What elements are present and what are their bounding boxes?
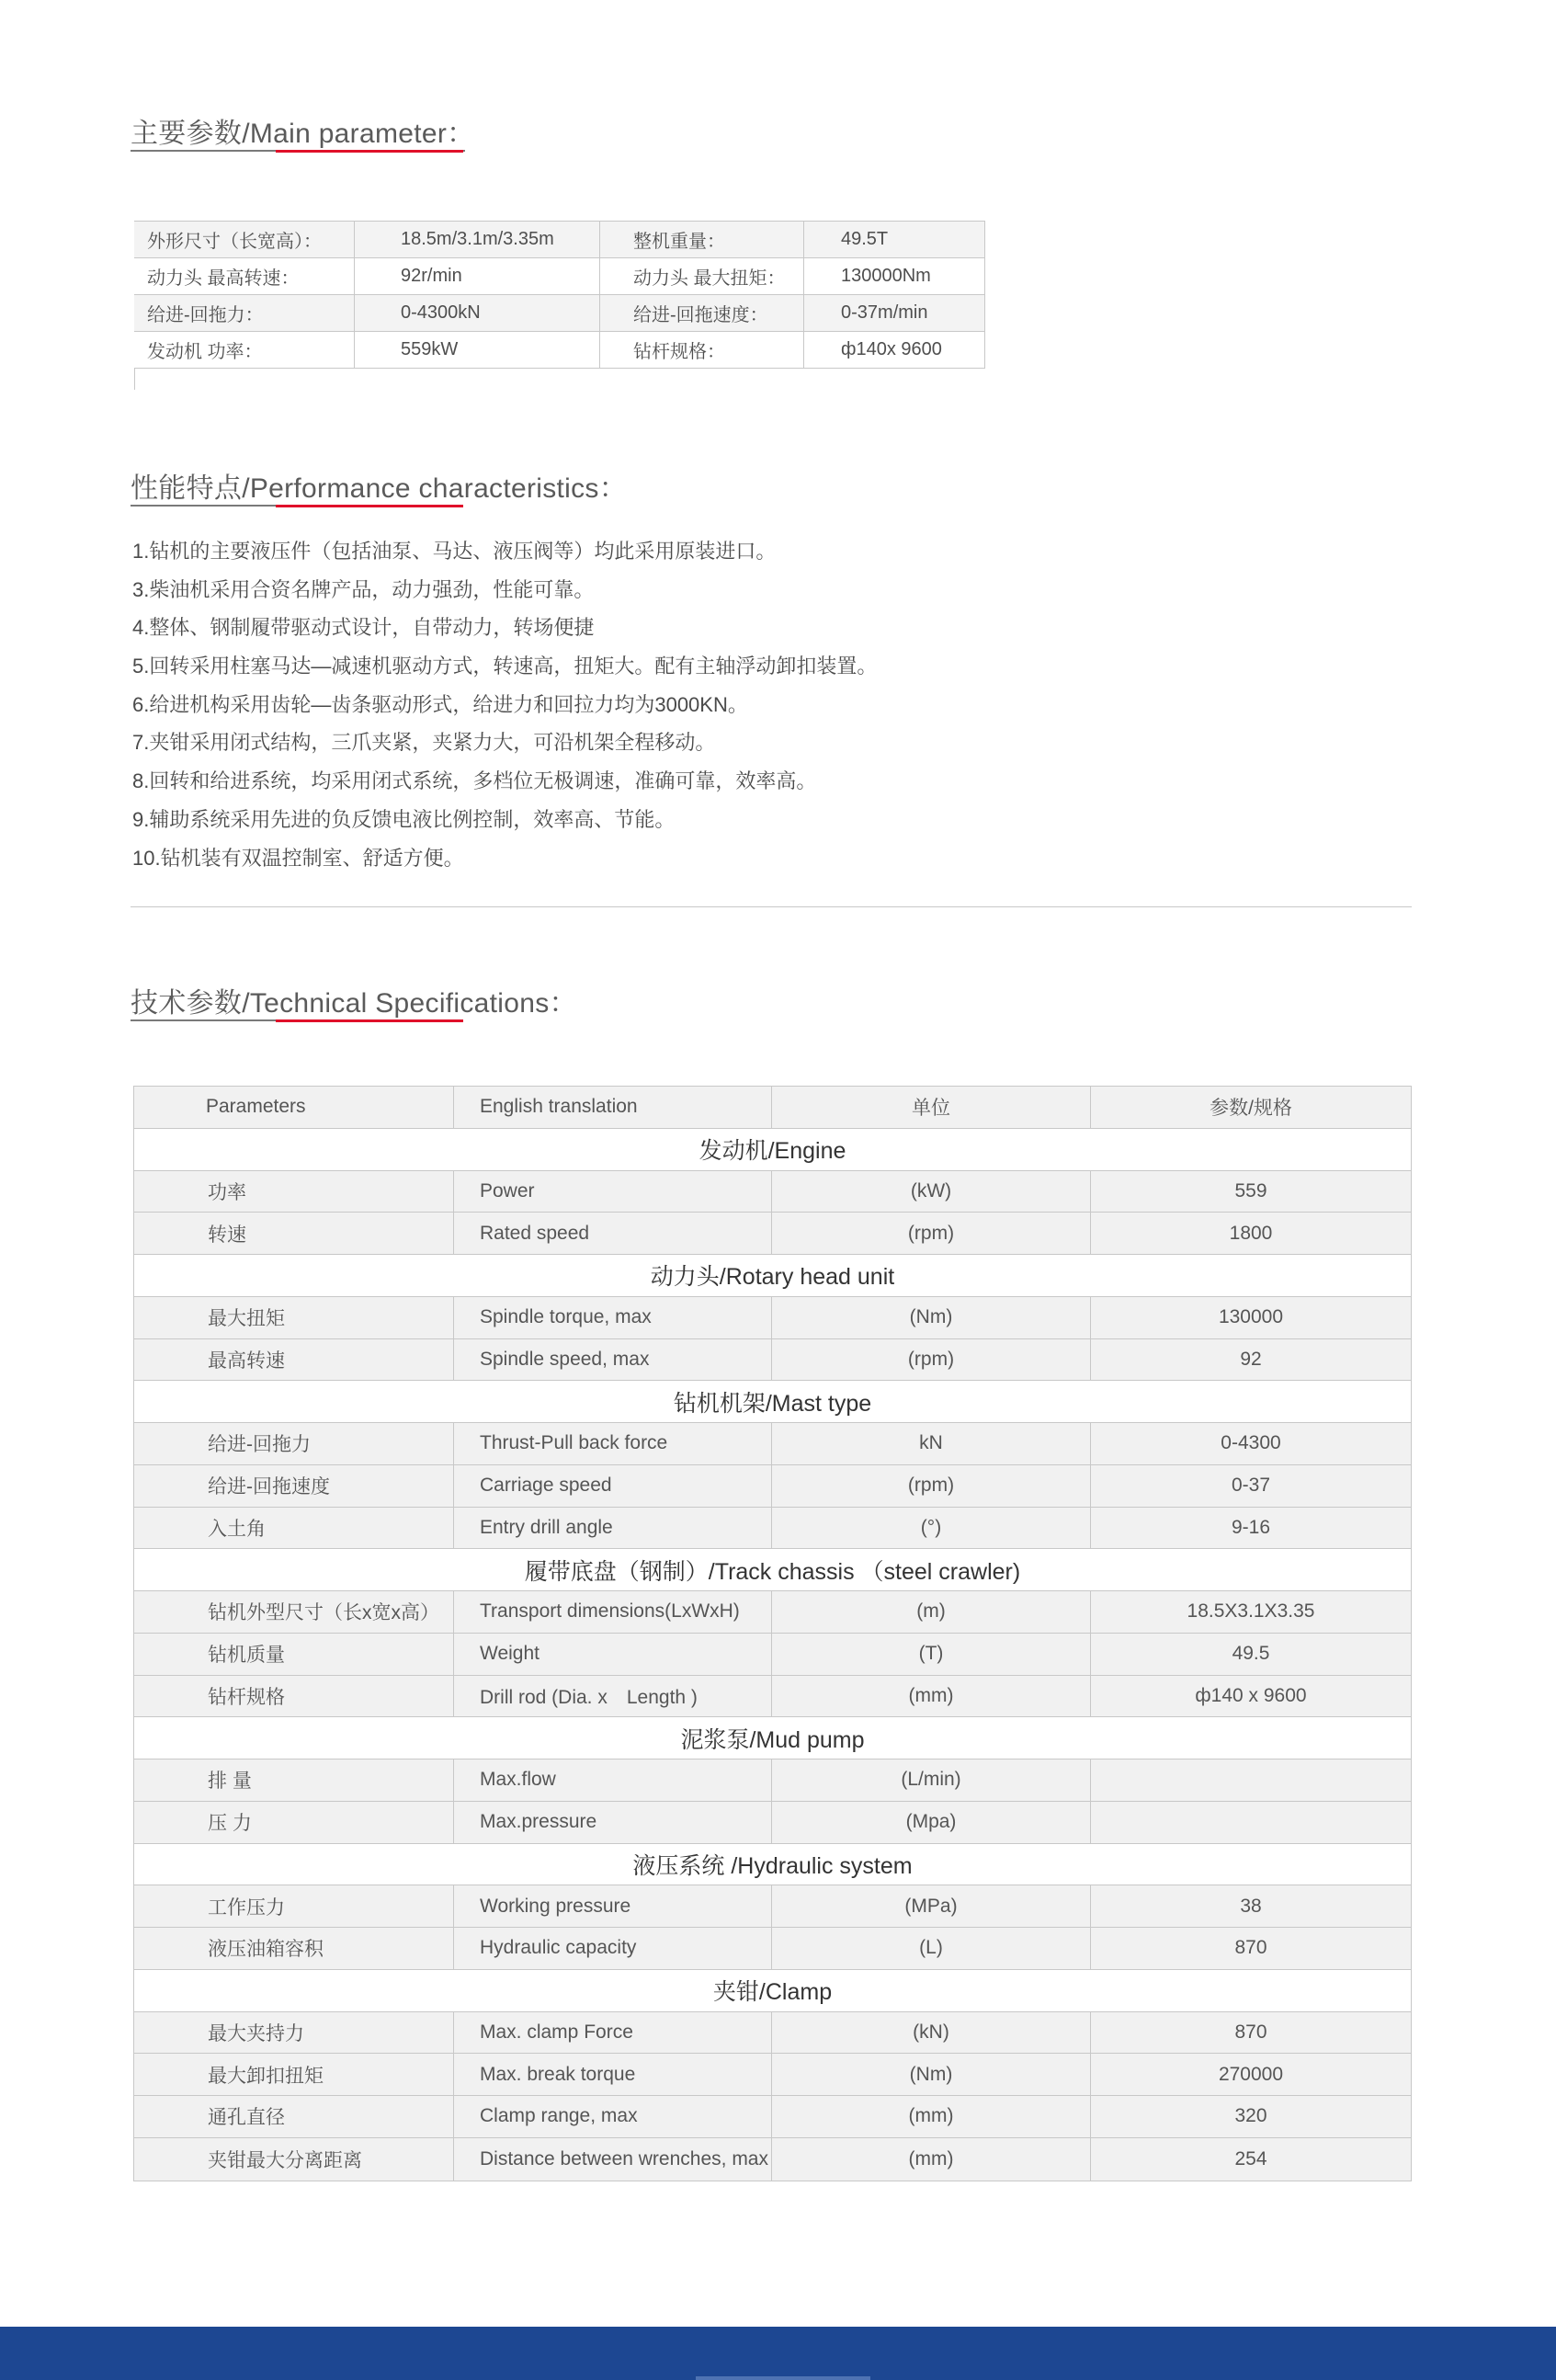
group-label: 泥浆泵/Mud pump bbox=[680, 1726, 865, 1753]
performance-item: 5.回转采用柱塞马达—减速机驱动方式，转速高，扭矩大。配有主轴浮动卸扣装置。 bbox=[132, 655, 878, 678]
parameter-label: 动力头 最高转速： bbox=[134, 258, 355, 294]
column-header: 参数/规格 bbox=[1210, 1098, 1292, 1120]
english-translation: Max. break torque bbox=[454, 2054, 772, 2095]
parameter-value: 0-37m/min bbox=[804, 295, 985, 331]
parameter-name: 通孔直径 bbox=[134, 2096, 454, 2137]
table-row bbox=[134, 1213, 1411, 1255]
parameter-value: 130000Nm bbox=[804, 258, 985, 294]
unit: (MPa) bbox=[772, 1885, 1091, 1927]
parameter-row bbox=[134, 258, 985, 295]
parameter-label: 整机重量： bbox=[600, 222, 804, 257]
unit: (mm) bbox=[772, 2138, 1091, 2181]
spec-value: 559 bbox=[1234, 1179, 1267, 1201]
parameter-value: 559kW bbox=[355, 332, 600, 368]
unit: (rpm) bbox=[772, 1339, 1091, 1381]
table-row bbox=[134, 1423, 1411, 1465]
column-header: 单位 bbox=[772, 1087, 1091, 1128]
parameter-name: 工作压力 bbox=[134, 1885, 454, 1927]
unit: kN bbox=[772, 1423, 1091, 1464]
table-header-row bbox=[134, 1087, 1411, 1129]
spec-value: 270000 bbox=[1218, 2063, 1284, 2085]
unit: (Mpa) bbox=[772, 1802, 1091, 1843]
group-label: 动力头/Rotary head unit bbox=[650, 1264, 895, 1291]
group-header-row bbox=[134, 1717, 1411, 1759]
footer-bar bbox=[0, 2327, 1556, 2380]
parameter-name: 夹钳最大分离距离 bbox=[134, 2138, 454, 2181]
parameter-name: 给进-回拖速度 bbox=[134, 1465, 454, 1507]
group-header-row bbox=[134, 1549, 1411, 1591]
table-row bbox=[134, 1297, 1411, 1339]
unit: (mm) bbox=[772, 1676, 1091, 1717]
table-row bbox=[134, 1339, 1411, 1382]
english-translation: Thrust-Pull back force bbox=[454, 1423, 772, 1464]
parameter-name: 功率 bbox=[134, 1171, 454, 1213]
unit: (L) bbox=[772, 1928, 1091, 1969]
english-translation: Distance between wrenches, max bbox=[454, 2138, 772, 2181]
technical-title: 技术参数/Technical Specifications： bbox=[131, 988, 577, 1019]
title-accent-bar bbox=[276, 505, 463, 507]
english-translation: Spindle torque, max bbox=[454, 1297, 772, 1338]
unit: (L/min) bbox=[772, 1759, 1091, 1801]
group-label: 履带底盘（钢制）/Track chassis （steel crawler) bbox=[524, 1558, 1021, 1585]
table-row bbox=[134, 1676, 1411, 1718]
spec-value: 254 bbox=[1234, 2147, 1267, 2169]
table-row bbox=[134, 2096, 1411, 2138]
spec-value: 49.5 bbox=[1232, 1643, 1270, 1665]
table-edge-line bbox=[134, 368, 135, 390]
english-translation: Clamp range, max bbox=[454, 2096, 772, 2137]
parameter-value: 49.5T bbox=[804, 222, 985, 257]
unit: (rpm) bbox=[772, 1213, 1091, 1254]
group-label: 夹钳/Clamp bbox=[712, 1979, 833, 2006]
spec-value: 9-16 bbox=[1231, 1516, 1271, 1538]
title-accent-bar bbox=[276, 150, 463, 153]
english-translation: Hydraulic capacity bbox=[454, 1928, 772, 1969]
table-row bbox=[134, 1591, 1411, 1634]
english-translation: Transport dimensions(LxWxH) bbox=[454, 1591, 772, 1633]
unit: (T) bbox=[772, 1634, 1091, 1675]
group-header-row bbox=[134, 1255, 1411, 1297]
english-translation: Working pressure bbox=[454, 1885, 772, 1927]
parameter-name: 转速 bbox=[134, 1213, 454, 1254]
technical-spec-table bbox=[133, 1086, 1412, 2181]
parameter-row bbox=[134, 295, 985, 332]
group-label: 发动机/Engine bbox=[698, 1138, 846, 1165]
parameter-name: 最大扭矩 bbox=[134, 1297, 454, 1338]
spec-value: 38 bbox=[1240, 1895, 1262, 1917]
parameter-value: 92r/min bbox=[355, 258, 600, 294]
parameter-label: 发动机 功率： bbox=[134, 332, 355, 368]
parameter-name: 最大夹持力 bbox=[134, 2012, 454, 2054]
english-translation: Max. clamp Force bbox=[454, 2012, 772, 2054]
spec-value: 0-4300 bbox=[1221, 1432, 1281, 1454]
spec-value bbox=[1091, 1802, 1411, 1843]
parameter-name: 钻机质量 bbox=[134, 1634, 454, 1675]
parameter-row bbox=[134, 332, 985, 369]
english-translation: Max.pressure bbox=[454, 1802, 772, 1843]
table-row bbox=[134, 1759, 1411, 1802]
table-row bbox=[134, 1634, 1411, 1676]
table-row bbox=[134, 2054, 1411, 2096]
spec-value: ф140 x 9600 bbox=[1195, 1684, 1307, 1706]
performance-item: 1.钻机的主要液压件（包括油泵、马达、液压阀等）均此采用原装进口。 bbox=[132, 540, 777, 563]
table-row bbox=[134, 1508, 1411, 1550]
spec-value: 1800 bbox=[1229, 1222, 1273, 1244]
spec-value: 870 bbox=[1234, 2021, 1267, 2043]
parameter-value: ф140x 9600 bbox=[804, 332, 985, 368]
parameter-name: 最大卸扣扭矩 bbox=[134, 2054, 454, 2095]
parameter-name: 钻机外型尺寸（长x宽x高） bbox=[134, 1591, 454, 1633]
parameter-name: 给进-回拖力 bbox=[134, 1423, 454, 1464]
english-translation: Weight bbox=[454, 1634, 772, 1675]
parameter-label: 给进-回拖速度： bbox=[600, 295, 804, 331]
footer-accent bbox=[696, 2376, 870, 2380]
spec-value: 18.5X3.1X3.35 bbox=[1187, 1600, 1315, 1623]
performance-item: 3.柴油机采用合资名牌产品，动力强劲，性能可靠。 bbox=[132, 577, 595, 601]
spec-value: 130000 bbox=[1218, 1306, 1284, 1328]
unit: (kW) bbox=[772, 1171, 1091, 1213]
performance-item: 9.辅助系统采用先进的负反馈电液比例控制，效率高、节能。 bbox=[132, 807, 676, 831]
unit: (Nm) bbox=[772, 1297, 1091, 1338]
spec-value: 320 bbox=[1234, 2105, 1267, 2127]
group-header-row bbox=[134, 1381, 1411, 1423]
spec-value: 92 bbox=[1240, 1348, 1262, 1370]
parameter-label: 给进-回拖力： bbox=[134, 295, 355, 331]
parameter-name: 排 量 bbox=[134, 1759, 454, 1801]
unit: (°) bbox=[772, 1508, 1091, 1549]
english-translation: Max.flow bbox=[454, 1759, 772, 1801]
performance-list bbox=[132, 537, 877, 882]
parameter-label: 钻杆规格： bbox=[600, 332, 804, 368]
table-row bbox=[134, 1171, 1411, 1213]
table-row bbox=[134, 1465, 1411, 1508]
title-accent-bar bbox=[276, 1019, 463, 1022]
performance-item: 6.给进机构采用齿轮—齿条驱动形式，给进力和回拉力均为3000KN。 bbox=[132, 692, 748, 716]
main-parameter-title: 主要参数/Main parameter： bbox=[131, 119, 475, 149]
group-header-row bbox=[134, 1129, 1411, 1171]
parameter-name: 入土角 bbox=[134, 1508, 454, 1549]
parameter-row bbox=[134, 221, 985, 258]
group-header-row bbox=[134, 1970, 1411, 2012]
spec-value bbox=[1091, 1759, 1411, 1801]
parameter-label: 外形尺寸（长宽高）： bbox=[134, 222, 355, 257]
group-label: 液压系统 /Hydraulic system bbox=[632, 1852, 913, 1879]
english-translation: Carriage speed bbox=[454, 1465, 772, 1507]
spec-value: 0-37 bbox=[1231, 1475, 1271, 1497]
table-row bbox=[134, 1928, 1411, 1970]
table-row bbox=[134, 2012, 1411, 2055]
unit: (rpm) bbox=[772, 1465, 1091, 1507]
performance-item: 10.钻机装有双温控制室、舒适方便。 bbox=[132, 846, 464, 870]
performance-item: 8.回转和给进系统，均采用闭式系统，多档位无极调速，准确可靠，效率高。 bbox=[132, 769, 817, 793]
parameter-name: 最高转速 bbox=[134, 1339, 454, 1381]
group-label: 钻机机架/Mast type bbox=[673, 1390, 872, 1417]
performance-title: 性能特点/Performance characteristics： bbox=[131, 473, 628, 504]
english-translation: Rated speed bbox=[454, 1213, 772, 1254]
group-header-row bbox=[134, 1844, 1411, 1886]
english-translation: Power bbox=[454, 1171, 772, 1213]
column-header: Parameters bbox=[134, 1087, 454, 1128]
column-header: English translation bbox=[454, 1087, 772, 1128]
spec-value: 870 bbox=[1234, 1937, 1267, 1959]
section-divider bbox=[131, 906, 1412, 907]
table-row bbox=[134, 1885, 1411, 1928]
table-row bbox=[134, 2138, 1411, 2181]
parameter-label: 动力头 最大扭矩： bbox=[600, 258, 804, 294]
main-parameter-table bbox=[134, 221, 985, 369]
parameter-name: 压 力 bbox=[134, 1802, 454, 1843]
english-translation: Drill rod (Dia. x Length ) bbox=[454, 1676, 772, 1717]
parameter-name: 钻杆规格 bbox=[134, 1676, 454, 1717]
parameter-value: 0-4300kN bbox=[355, 295, 600, 331]
table-row bbox=[134, 1802, 1411, 1844]
parameter-value: 18.5m/3.1m/3.35m bbox=[355, 222, 600, 257]
unit: (m) bbox=[772, 1591, 1091, 1633]
unit: (Nm) bbox=[772, 2054, 1091, 2095]
performance-item: 4.整体、钢制履带驱动式设计，自带动力，转场便捷 bbox=[132, 616, 595, 640]
english-translation: Entry drill angle bbox=[454, 1508, 772, 1549]
performance-item: 7.夹钳采用闭式结构，三爪夹紧，夹紧力大，可沿机架全程移动。 bbox=[132, 731, 716, 755]
english-translation: Spindle speed, max bbox=[454, 1339, 772, 1381]
unit: (mm) bbox=[772, 2096, 1091, 2137]
parameter-name: 液压油箱容积 bbox=[134, 1928, 454, 1969]
unit: (kN) bbox=[772, 2012, 1091, 2054]
